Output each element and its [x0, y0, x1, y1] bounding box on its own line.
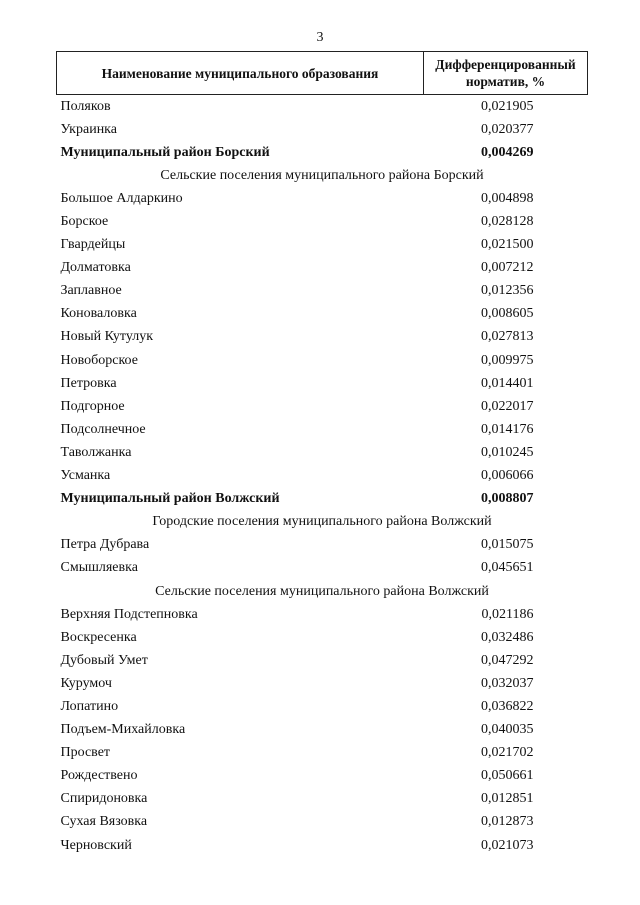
- normative-value: 0,007212: [481, 260, 534, 276]
- table-row: [57, 557, 588, 580]
- table-row: [57, 257, 588, 280]
- normative-value: 0,021186: [481, 606, 534, 622]
- normative-table: [56, 51, 588, 857]
- municipality-name: Долматовка: [60, 260, 131, 276]
- table-row: [57, 811, 588, 834]
- section-heading: Сельские поселения муниципального района Борский: [160, 167, 484, 183]
- normative-value: 0,036822: [481, 698, 534, 714]
- municipality-name: Подгорное: [60, 398, 125, 414]
- table-row: [57, 303, 588, 326]
- table-row: [57, 418, 588, 441]
- table-row: [57, 695, 588, 718]
- table-row: [57, 326, 588, 349]
- municipality-name: Подъем-Михайловка: [60, 722, 186, 738]
- normative-value: 0,014401: [481, 375, 534, 391]
- table-row: [57, 187, 588, 210]
- table-row: [57, 672, 588, 695]
- table-header-row: [57, 52, 588, 95]
- municipality-name: Коноваловка: [60, 306, 137, 322]
- table-row: [57, 719, 588, 742]
- district-total-row: [57, 488, 588, 511]
- municipality-name: Черновский: [60, 837, 132, 853]
- normative-value: 0,004269: [481, 144, 534, 160]
- municipality-name: Новый Кутулук: [60, 329, 154, 345]
- section-heading: Городские поселения муниципального района Волжский: [152, 514, 492, 530]
- section-heading-row: [57, 580, 588, 603]
- table-row: [57, 742, 588, 765]
- municipality-name: Украинка: [60, 121, 117, 137]
- normative-value: 0,022017: [481, 398, 534, 414]
- normative-value: 0,012851: [481, 791, 534, 807]
- table-row: [57, 95, 588, 119]
- section-heading-row: [57, 164, 588, 187]
- page-number: 3: [316, 30, 324, 45]
- normative-value: 0,028128: [481, 214, 534, 230]
- municipality-name: Подсолнечное: [60, 421, 146, 437]
- section-heading: Сельские поселения муниципального района Волжский: [155, 583, 489, 599]
- municipality-name: Смышляевка: [60, 560, 138, 576]
- municipality-name: Новоборское: [60, 352, 138, 368]
- municipality-name: Петра Дубрава: [60, 537, 150, 553]
- municipality-name: Большое Алдаркино: [60, 190, 183, 206]
- normative-value: 0,010245: [481, 444, 534, 460]
- table-row: [57, 280, 588, 303]
- municipality-name: Петровка: [60, 375, 117, 391]
- table-row: [57, 395, 588, 418]
- municipality-name: Верхняя Подстепновка: [60, 606, 198, 622]
- municipality-name: Просвет: [60, 745, 111, 761]
- column-header-value: Дифференцированный норматив, %: [424, 52, 588, 95]
- normative-value: 0,027813: [481, 329, 534, 345]
- normative-value: 0,004898: [481, 190, 534, 206]
- normative-value: 0,021500: [481, 237, 534, 253]
- section-heading-row: [57, 511, 588, 534]
- municipality-name: Спиридоновка: [60, 791, 148, 807]
- normative-value: 0,040035: [481, 722, 534, 738]
- normative-value: 0,032486: [481, 629, 534, 645]
- normative-value: 0,015075: [481, 537, 534, 553]
- municipality-name: Усманка: [60, 468, 111, 484]
- municipality-name: Заплавное: [60, 283, 122, 299]
- normative-value: 0,012356: [481, 283, 534, 299]
- normative-value: 0,014176: [481, 421, 534, 437]
- column-header-name: Наименование муниципального образования: [57, 52, 424, 95]
- normative-value: 0,021073: [481, 837, 534, 853]
- table-row: [57, 372, 588, 395]
- normative-value: 0,021905: [481, 98, 534, 114]
- table-row: [57, 118, 588, 141]
- normative-value: 0,021702: [481, 745, 534, 761]
- normative-value: 0,045651: [481, 560, 534, 576]
- municipality-name: Поляков: [60, 98, 111, 114]
- table-row: [57, 649, 588, 672]
- table-row: [57, 441, 588, 464]
- normative-value: 0,006066: [481, 468, 534, 484]
- table-row: [57, 834, 588, 857]
- district-total-row: [57, 141, 588, 164]
- table-row: [57, 210, 588, 233]
- table-row: [57, 534, 588, 557]
- table-row: [57, 626, 588, 649]
- municipality-name: Гвардейцы: [60, 237, 126, 253]
- municipality-name: Сухая Вязовка: [60, 814, 148, 830]
- table-row: [57, 603, 588, 626]
- municipality-name: Муниципальный район Волжский: [60, 491, 280, 507]
- table-body: [57, 95, 588, 858]
- municipality-name: Рождествено: [60, 768, 138, 784]
- municipality-name: Курумоч: [60, 675, 112, 691]
- municipality-name: Таволжанка: [60, 444, 132, 460]
- table-row: [57, 465, 588, 488]
- municipality-name: Лопатино: [60, 698, 119, 714]
- normative-value: 0,047292: [481, 652, 534, 668]
- municipality-name: Муниципальный район Борский: [60, 144, 270, 160]
- normative-value: 0,050661: [481, 768, 534, 784]
- municipality-name: Борское: [60, 214, 109, 230]
- table-row: [57, 765, 588, 788]
- table-row: [57, 349, 588, 372]
- normative-value: 0,008807: [481, 491, 534, 507]
- normative-value: 0,008605: [481, 306, 534, 322]
- normative-value: 0,032037: [481, 675, 534, 691]
- normative-value: 0,012873: [481, 814, 534, 830]
- normative-value: 0,009975: [481, 352, 534, 368]
- municipality-name: Воскресенка: [60, 629, 137, 645]
- table-row: [57, 788, 588, 811]
- normative-value: 0,020377: [481, 121, 534, 137]
- municipality-name: Дубовый Умет: [60, 652, 148, 668]
- table-row: [57, 234, 588, 257]
